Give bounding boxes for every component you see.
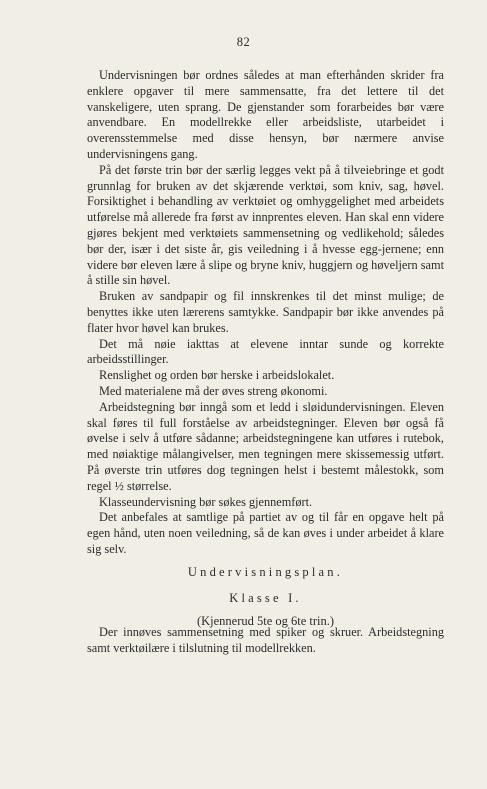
paragraph: Med materialene må der øves streng økonomi. (99, 383, 328, 398)
paragraph: Der innøves sammensetning med spiker og skruer. Arbeidstegning samt verktøilære i tilslutning til modellrekken. (87, 625, 444, 655)
paragraph: Det må nøie iakttas at elevene inntar sunde og korrekte arbeidsstillinger. (87, 336, 444, 367)
paragraph: Undervisningen bør ordnes således at man efterhånden skrider fra enklere opgaver til mere sammensatte, fra det lettere til det vanskeligere, uten sprang. De gjenstander som forarbeides bør være anvendbare. En modellrekke eller arbeidsliste, utarbeidet i overensstemmelse med disse hensyn, bør nærmere anvise undervisningens gang. (87, 68, 444, 161)
paragraph: På det første trin bør der særlig legges vekt på å tilveiebringe et godt grunnlag for bruken av det skjærende verktøi, som kniv, sag, høvel. Forsiktighet i behandling av verktøiet og omhyggelighet med arbeidets utførelse må allerede fra først av innprentes eleven. Han skal enn videre gjøres bekjent med verktøiets sammensetning og vedlikehold; således bør der, især i det siste år, gis veiledning i å hvesse egg-jernene; enn videre bør eleven lære å slipe og bryne kniv, huggjern og høveljern samt å stille sin høvel. (87, 162, 444, 288)
class-heading: Klasse I. (229, 591, 302, 605)
final-text (87, 625, 444, 657)
paragraph: Det anbefales at samtlige på partiet av og til får en opgave helt på egen hånd, uten noen veiledning, så de kan øves i under arbeidet å klare sig selv. (87, 510, 444, 556)
page-number: 82 (236, 35, 251, 49)
paragraph: Klasseundervisning bør søkes gjennemført. (99, 494, 313, 509)
paragraph: Arbeidstegning bør inngå som et ledd i sløidundervisningen. Eleven skal føres til full forståelse av arbeidstegninger. Eleven bør også få øvelse i selv å utføre sådanne; arbeidstegningene kan utføres i rutebok, med nøiaktige målangivelser, men tegningen mere skissemessig utført. På øverste trin utføres dog tegningen helst i bestemt målestokk, som regel ½ størrelse. (87, 399, 444, 493)
section-heading-block (87, 565, 444, 629)
paragraph: Bruken av sandpapir og fil innskrenkes til det minst mulige; de benyttes ikke uten lærerens samtykke. Sandpapir bør ikke anvendes på flater hvor høvel kan brukes. (87, 289, 444, 335)
paragraph: Renslighet og orden bør herske i arbeidslokalet. (99, 368, 335, 383)
class-subheading: (Kjennerud 5te og 6te trin.) (196, 614, 335, 628)
plan-heading: Undervisningsplan. (187, 565, 344, 579)
body-text (87, 68, 444, 558)
